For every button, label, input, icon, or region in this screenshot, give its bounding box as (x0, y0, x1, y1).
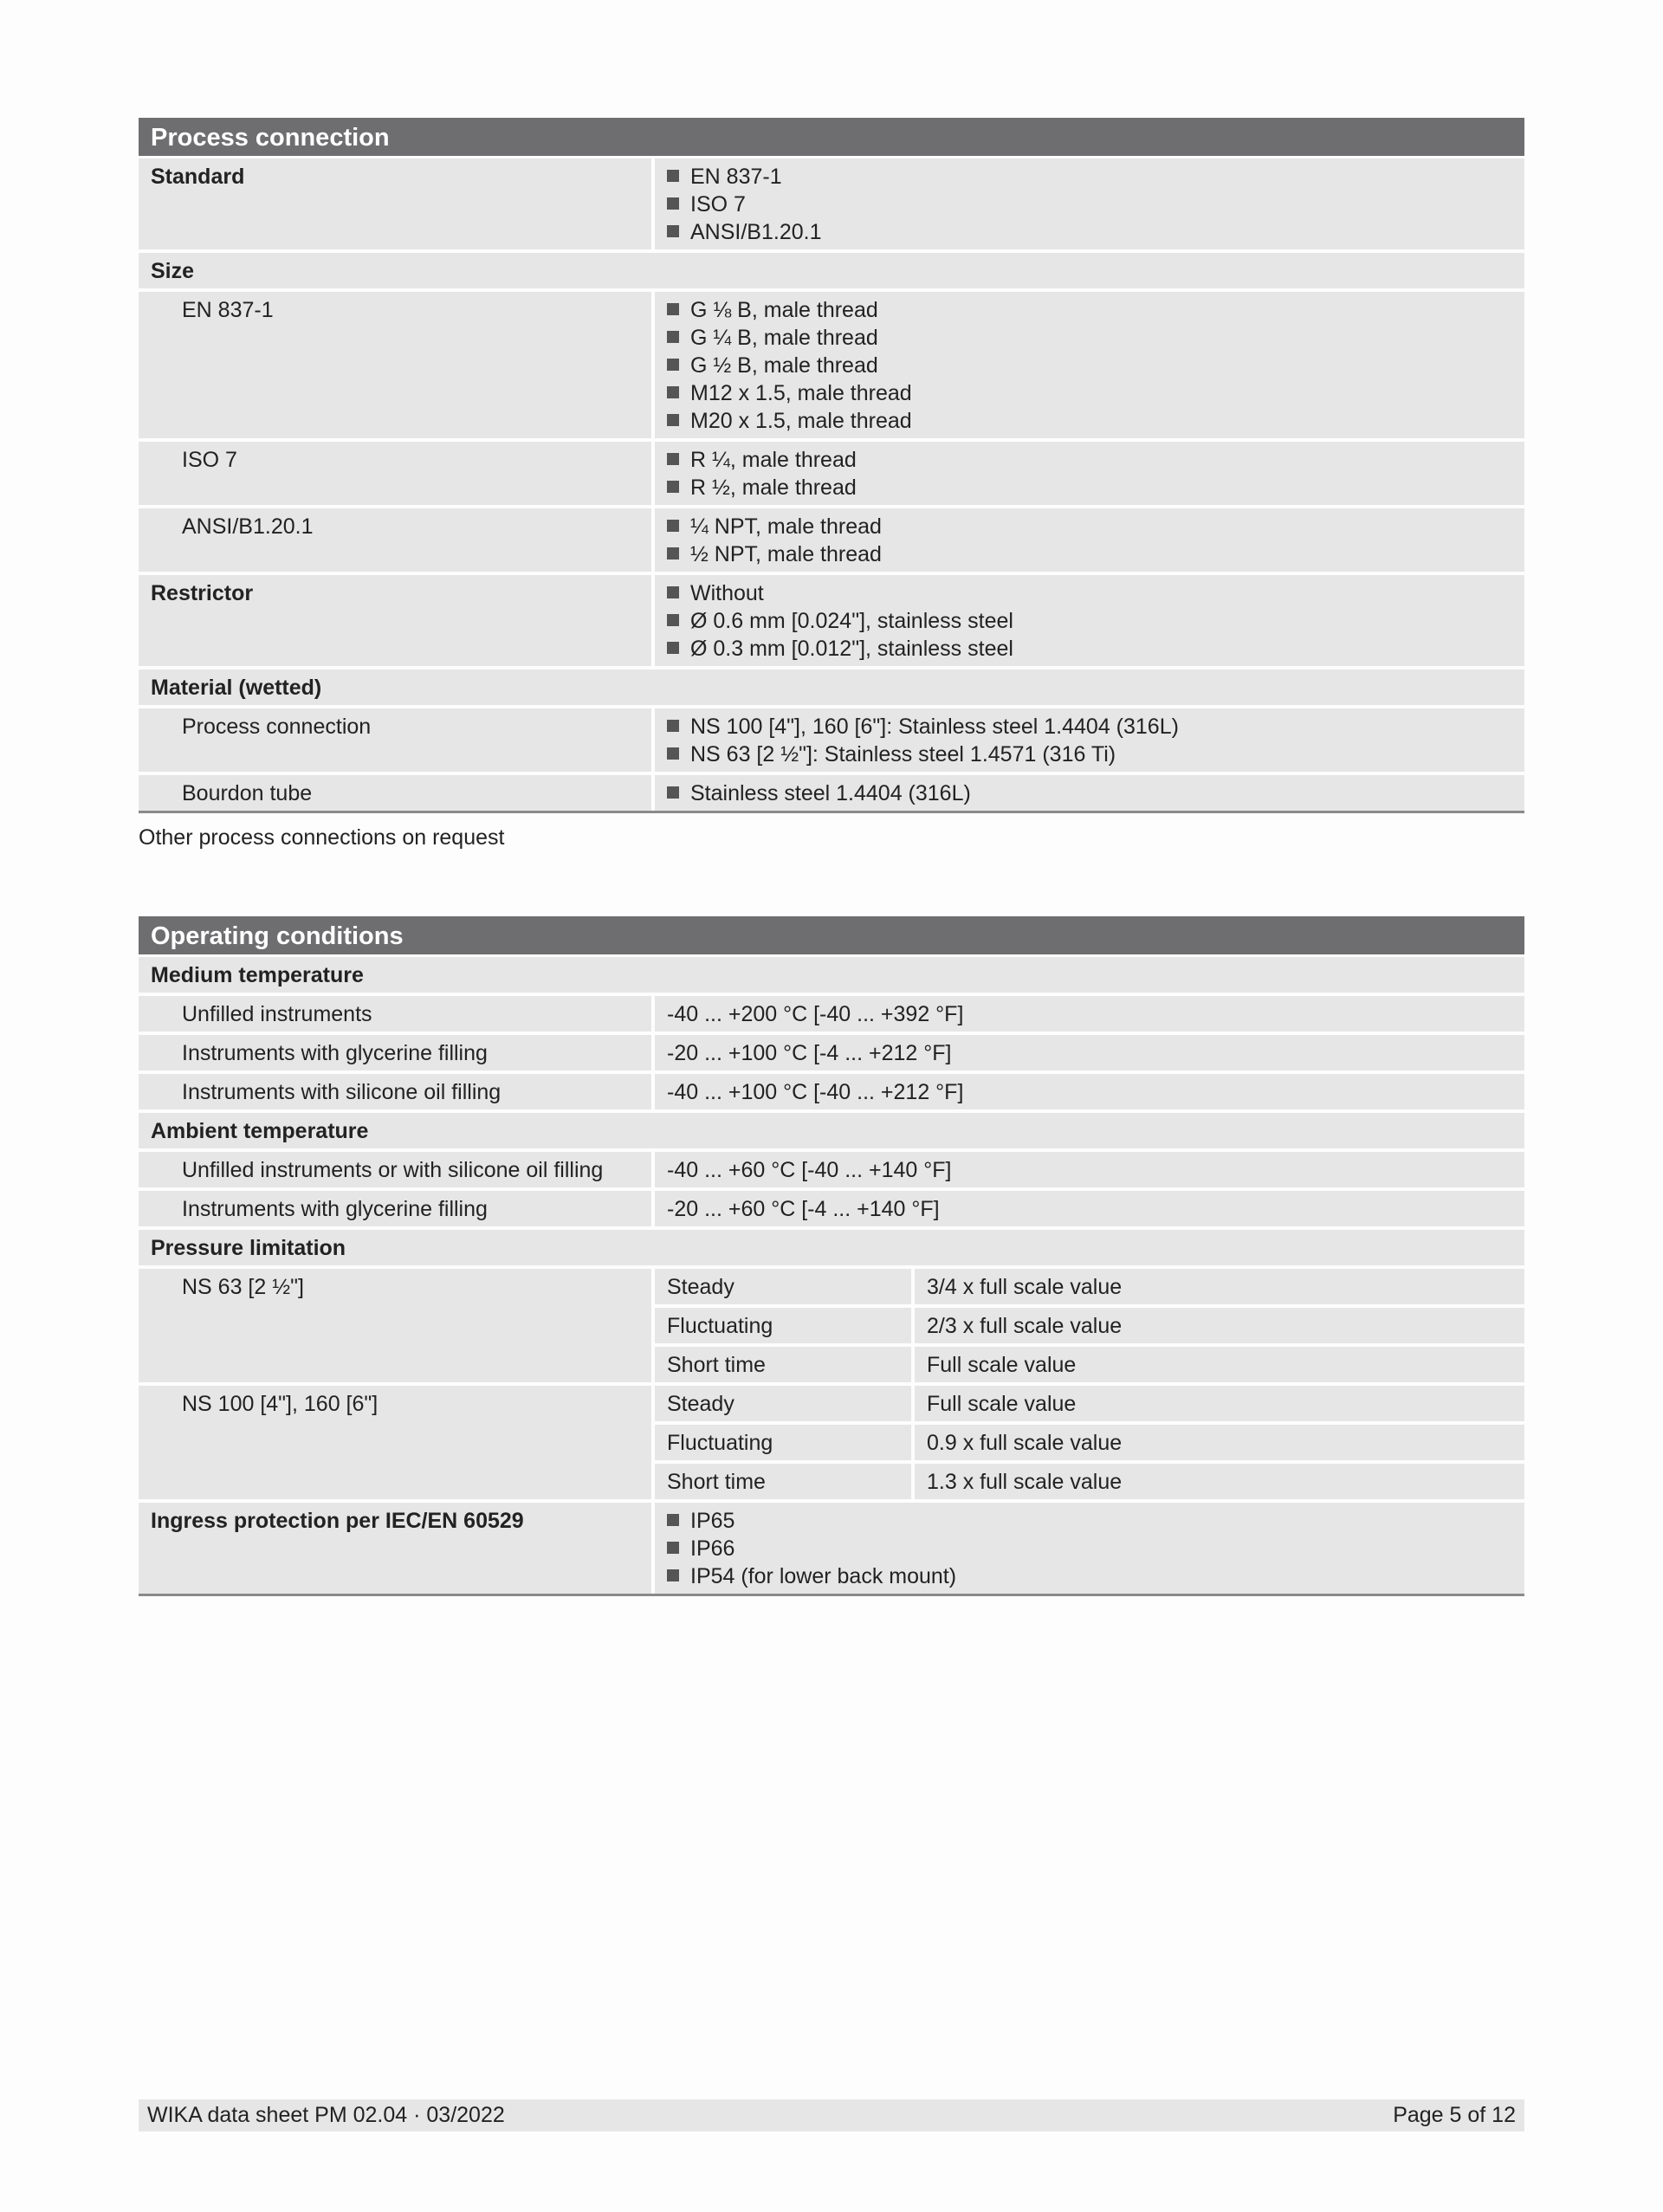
list-item: EN 837-1 (667, 163, 1512, 191)
table-row (139, 1503, 1524, 1596)
table-row (139, 1230, 1524, 1265)
list-item: G ½ B, male thread (667, 352, 1512, 379)
sub-row (655, 1425, 1524, 1460)
load-value: Full scale value (915, 1347, 1524, 1382)
group-label: Ambient temperature (139, 1113, 1524, 1148)
page-number: Page 5 of 12 (1393, 2103, 1516, 2127)
load-value: 2/3 x full scale value (915, 1308, 1524, 1343)
table-row (139, 1035, 1524, 1070)
load-type: Steady (655, 1386, 911, 1421)
table-row (139, 775, 1524, 813)
table-row (139, 575, 1524, 666)
list-item: ISO 7 (667, 191, 1512, 218)
row-value-list (655, 575, 1524, 666)
table-row (139, 669, 1524, 705)
list-item: Ø 0.6 mm [0.024"], stainless steel (667, 607, 1512, 635)
list-item: NS 100 [4"], 160 [6"]: Stainless steel 1.4404 (316L) (667, 713, 1512, 741)
footnote: Other process connections on request (139, 825, 505, 850)
list-item: M12 x 1.5, male thread (667, 379, 1512, 407)
load-type: Steady (655, 1269, 911, 1304)
table-row (139, 996, 1524, 1032)
list-item: IP54 (for lower back mount) (667, 1562, 1512, 1590)
table-row (139, 158, 1524, 249)
load-type: Fluctuating (655, 1425, 911, 1460)
operating-conditions-section (139, 916, 1524, 1596)
list-item: NS 63 [2 ½"]: Stainless steel 1.4571 (316 Ti) (667, 741, 1512, 768)
table-row (139, 1074, 1524, 1109)
list-item: G ⅛ B, male thread (667, 296, 1512, 324)
row-label: ANSI/B1.20.1 (139, 508, 651, 572)
list-item: R ¼, male thread (667, 446, 1512, 474)
row-label: Restrictor (139, 575, 651, 666)
list-item: IP65 (667, 1507, 1512, 1535)
list-item: ¼ NPT, male thread (667, 513, 1512, 540)
sub-table (655, 1269, 1524, 1382)
row-value: -20 ... +60 °C [-4 ... +140 °F] (655, 1191, 1524, 1226)
load-value: 1.3 x full scale value (915, 1464, 1524, 1499)
table-row (139, 508, 1524, 572)
row-label: NS 100 [4"], 160 [6"] (139, 1386, 651, 1499)
list-item: Without (667, 579, 1512, 607)
row-value: -20 ... +100 °C [-4 ... +212 °F] (655, 1035, 1524, 1070)
row-label: ISO 7 (139, 442, 651, 505)
group-label: Pressure limitation (139, 1230, 1524, 1265)
row-label: Instruments with silicone oil filling (139, 1074, 651, 1109)
process-connection-section (139, 118, 1524, 851)
row-label: Ingress protection per IEC/EN 60529 (139, 1503, 651, 1594)
list-item: Stainless steel 1.4404 (316L) (667, 779, 1512, 807)
row-label: Unfilled instruments or with silicone oil filling (139, 1152, 651, 1187)
section-header: Operating conditions (139, 916, 1524, 954)
list-item: M20 x 1.5, male thread (667, 407, 1512, 435)
table-row (139, 253, 1524, 288)
load-value: Full scale value (915, 1386, 1524, 1421)
process-connection-table (139, 118, 1524, 813)
row-label: EN 837-1 (139, 292, 651, 438)
list-item: ½ NPT, male thread (667, 540, 1512, 568)
table-row (139, 292, 1524, 438)
page-footer (139, 2099, 1524, 2131)
row-value-list (655, 292, 1524, 438)
group-label: Material (wetted) (139, 669, 1524, 705)
row-label: Unfilled instruments (139, 996, 651, 1032)
load-type: Short time (655, 1347, 911, 1382)
table-row (139, 1191, 1524, 1226)
row-label: Instruments with glycerine filling (139, 1035, 651, 1070)
sub-row (655, 1308, 1524, 1343)
load-type: Short time (655, 1464, 911, 1499)
row-value: -40 ... +200 °C [-40 ... +392 °F] (655, 996, 1524, 1032)
row-label: Standard (139, 158, 651, 249)
row-label: NS 63 [2 ½"] (139, 1269, 651, 1382)
row-label: Instruments with glycerine filling (139, 1191, 651, 1226)
table-row (139, 1152, 1524, 1187)
load-type: Fluctuating (655, 1308, 911, 1343)
row-value-list (655, 775, 1524, 811)
group-label: Medium temperature (139, 957, 1524, 993)
datasheet-reference: WIKA data sheet PM 02.04 · 03/2022 (147, 2103, 505, 2127)
list-item: ANSI/B1.20.1 (667, 218, 1512, 246)
row-label: Bourdon tube (139, 775, 651, 811)
sub-row (655, 1386, 1524, 1421)
table-row (139, 1386, 1524, 1499)
list-item: IP66 (667, 1535, 1512, 1562)
row-value-list (655, 442, 1524, 505)
section-header: Process connection (139, 118, 1524, 156)
load-value: 0.9 x full scale value (915, 1425, 1524, 1460)
list-item: Ø 0.3 mm [0.012"], stainless steel (667, 635, 1512, 663)
group-label: Size (139, 253, 1524, 288)
row-value-list (655, 708, 1524, 772)
table-row (139, 708, 1524, 772)
row-value-list (655, 1503, 1524, 1594)
table-row (139, 1113, 1524, 1148)
sub-table (655, 1386, 1524, 1499)
sub-row (655, 1464, 1524, 1499)
row-value: -40 ... +60 °C [-40 ... +140 °F] (655, 1152, 1524, 1187)
list-item: G ¼ B, male thread (667, 324, 1512, 352)
operating-conditions-table (139, 916, 1524, 1596)
table-row (139, 957, 1524, 993)
row-value-list (655, 158, 1524, 249)
row-value: -40 ... +100 °C [-40 ... +212 °F] (655, 1074, 1524, 1109)
table-row (139, 442, 1524, 505)
sub-row (655, 1347, 1524, 1382)
sub-row (655, 1269, 1524, 1304)
load-value: 3/4 x full scale value (915, 1269, 1524, 1304)
table-row (139, 1269, 1524, 1382)
row-label: Process connection (139, 708, 651, 772)
list-item: R ½, male thread (667, 474, 1512, 501)
row-value-list (655, 508, 1524, 572)
